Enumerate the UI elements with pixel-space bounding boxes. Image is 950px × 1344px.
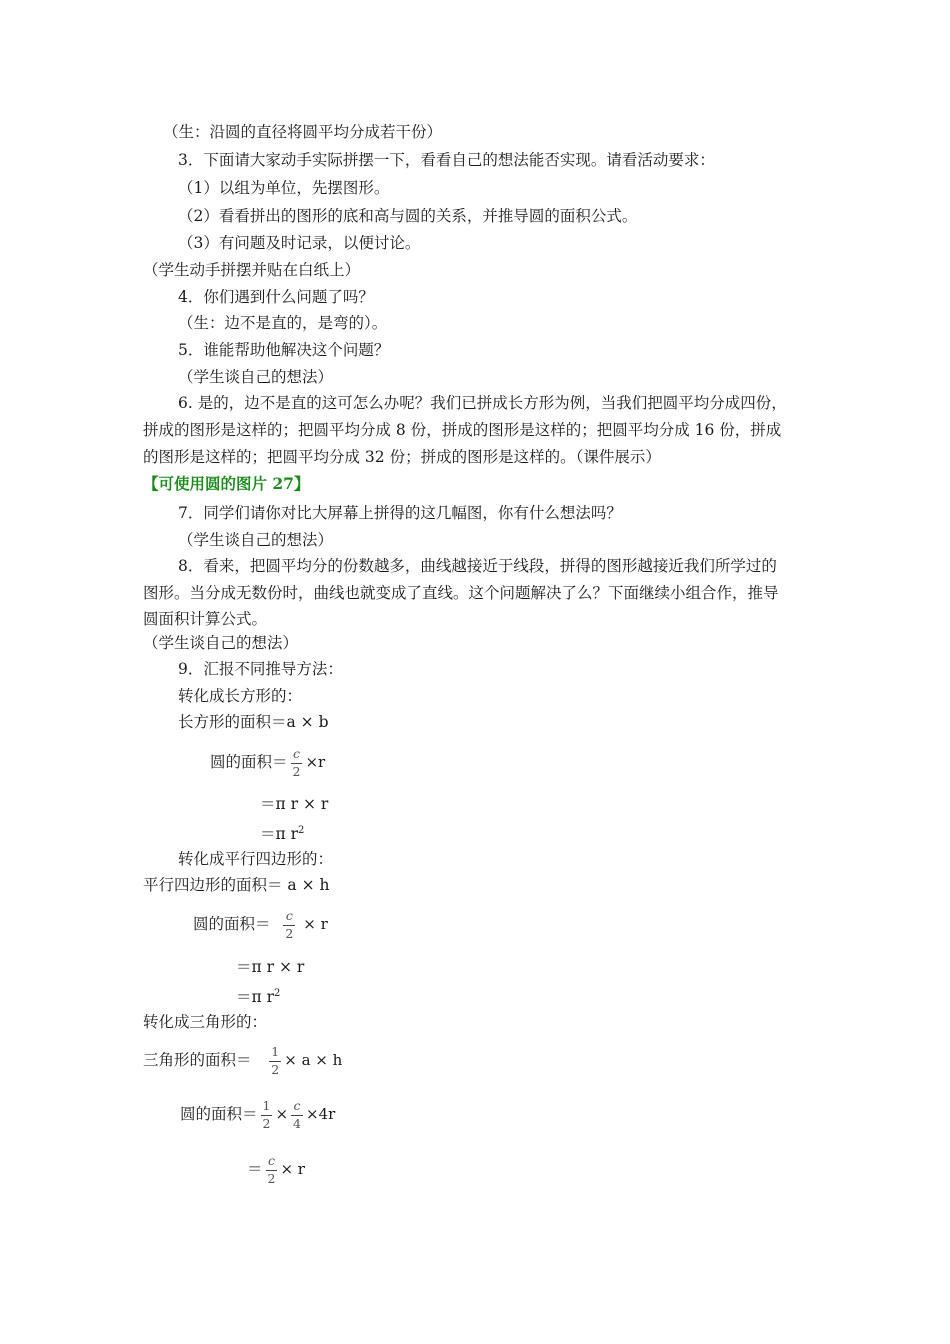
text-line: 3．下面请大家动手实际拼摆一下，看看自己的想法能否实现。请看活动要求： [178, 151, 715, 169]
fraction-numerator: c [292, 746, 300, 761]
formula-lhs: 三角形的面积＝ [143, 1051, 252, 1069]
text-line: 拼成的图形是这样的；把圆平均分成 8 份，拼成的图形是这样的；把圆平均分成 16 份，拼成 [143, 421, 782, 439]
fraction-denominator: 2 [262, 1115, 271, 1131]
formula-lhs: 圆的面积＝ [210, 753, 288, 771]
fraction-denominator: 2 [271, 1061, 280, 1077]
text-line: 转化成三角形的： [143, 1013, 268, 1031]
formula-step [260, 821, 304, 844]
fraction [261, 1100, 273, 1130]
circle-area-formula-parallelogram [193, 908, 328, 940]
fraction [269, 1046, 281, 1076]
fraction [283, 910, 295, 940]
text-line: （学生谈自己的想法） [178, 531, 334, 549]
fraction-numerator: c [293, 1098, 301, 1113]
image-reference-note: 【可使用圆的图片 27】 [143, 474, 310, 493]
text-line: （学生动手拼摆并贴在白纸上） [143, 261, 361, 279]
text-line: （生：边不是直的，是弯的）。 [178, 314, 388, 332]
fraction-denominator: 4 [293, 1115, 301, 1131]
text-line: 8．看来，把圆平均分的份数越多，曲线越接近于线段，拼得的图形越接近我们所学过的 [178, 557, 777, 575]
fraction-denominator: 2 [267, 1170, 276, 1186]
text-line: 6. 是的，边不是直的这可怎么办呢？我们已拼成长方形为例，当我们把圆平均分成四份， [178, 394, 787, 412]
text-line: 7．同学们请你对比大屏幕上拼得的这几幅图，你有什么想法吗？ [178, 504, 622, 522]
text-line: 9．汇报不同推导方法： [178, 660, 343, 678]
fraction-numerator: 1 [271, 1044, 280, 1059]
formula-tail: ×r [305, 753, 326, 771]
fraction-denominator: 2 [285, 925, 294, 941]
text-line: （3）有问题及时记录，以便讨论。 [178, 234, 421, 252]
fraction-numerator: c [267, 1153, 275, 1168]
text-line: （学生谈自己的想法） [178, 368, 334, 386]
formula-tail: × a × h [284, 1051, 343, 1069]
exponent: 2 [298, 825, 305, 836]
formula-tail: ×4r [306, 1105, 336, 1123]
fraction-numerator: c [285, 908, 293, 923]
text-line: 4．你们遇到什么问题了吗？ [178, 288, 374, 306]
text-line: 转化成长方形的： [178, 687, 303, 705]
text-line: 转化成平行四边形的： [178, 850, 334, 868]
formula-step [247, 1153, 305, 1185]
triangle-area-formula [143, 1044, 342, 1076]
text-line: 5．谁能帮助他解决这个问题？ [178, 341, 390, 359]
text-line: 的图形是这样的；把圆平均分成 32 份；拼成的图形是这样的。（课件展示） [143, 448, 661, 466]
formula-lhs: 圆的面积＝ [193, 915, 271, 933]
fraction-numerator: 1 [262, 1098, 271, 1113]
formula-tail: × r [280, 1160, 305, 1178]
text-line: （2）看看拼出的图形的底和高与圆的关系，并推导圆的面积公式。 [178, 207, 638, 225]
fraction-denominator: 2 [292, 763, 301, 779]
text-line: 圆面积计算公式。 [143, 610, 268, 628]
formula-step: ＝π r × r [236, 958, 305, 976]
fraction [266, 1155, 278, 1185]
multiply-sign: × [275, 1105, 289, 1123]
formula-tail: × r [303, 915, 328, 933]
formula-base: ＝π r [236, 988, 275, 1006]
formula-step: ＝π r × r [260, 795, 329, 813]
fraction [291, 748, 303, 778]
fraction [291, 1100, 303, 1130]
formula-step [236, 984, 280, 1007]
text-line: （生：沿圆的直径将圆平均分成若干份） [163, 123, 443, 141]
formula-lhs: ＝ [247, 1160, 263, 1178]
formula-base: ＝π r [260, 825, 299, 843]
text-line: （1）以组为单位，先摆图形。 [178, 179, 390, 197]
text-line: （学生谈自己的想法） [143, 634, 299, 652]
rectangle-area-formula: 长方形的面积＝a × b [178, 713, 329, 731]
circle-area-formula-rect [210, 746, 325, 778]
exponent: 2 [274, 988, 281, 999]
text-line: 图形。当分成无数份时，曲线也就变成了直线。这个问题解决了么？下面继续小组合作，推导 [143, 584, 779, 602]
formula-lhs: 圆的面积＝ [180, 1105, 258, 1123]
circle-area-formula-triangle [180, 1098, 335, 1130]
parallelogram-area-formula: 平行四边形的面积＝ a × h [143, 876, 330, 894]
